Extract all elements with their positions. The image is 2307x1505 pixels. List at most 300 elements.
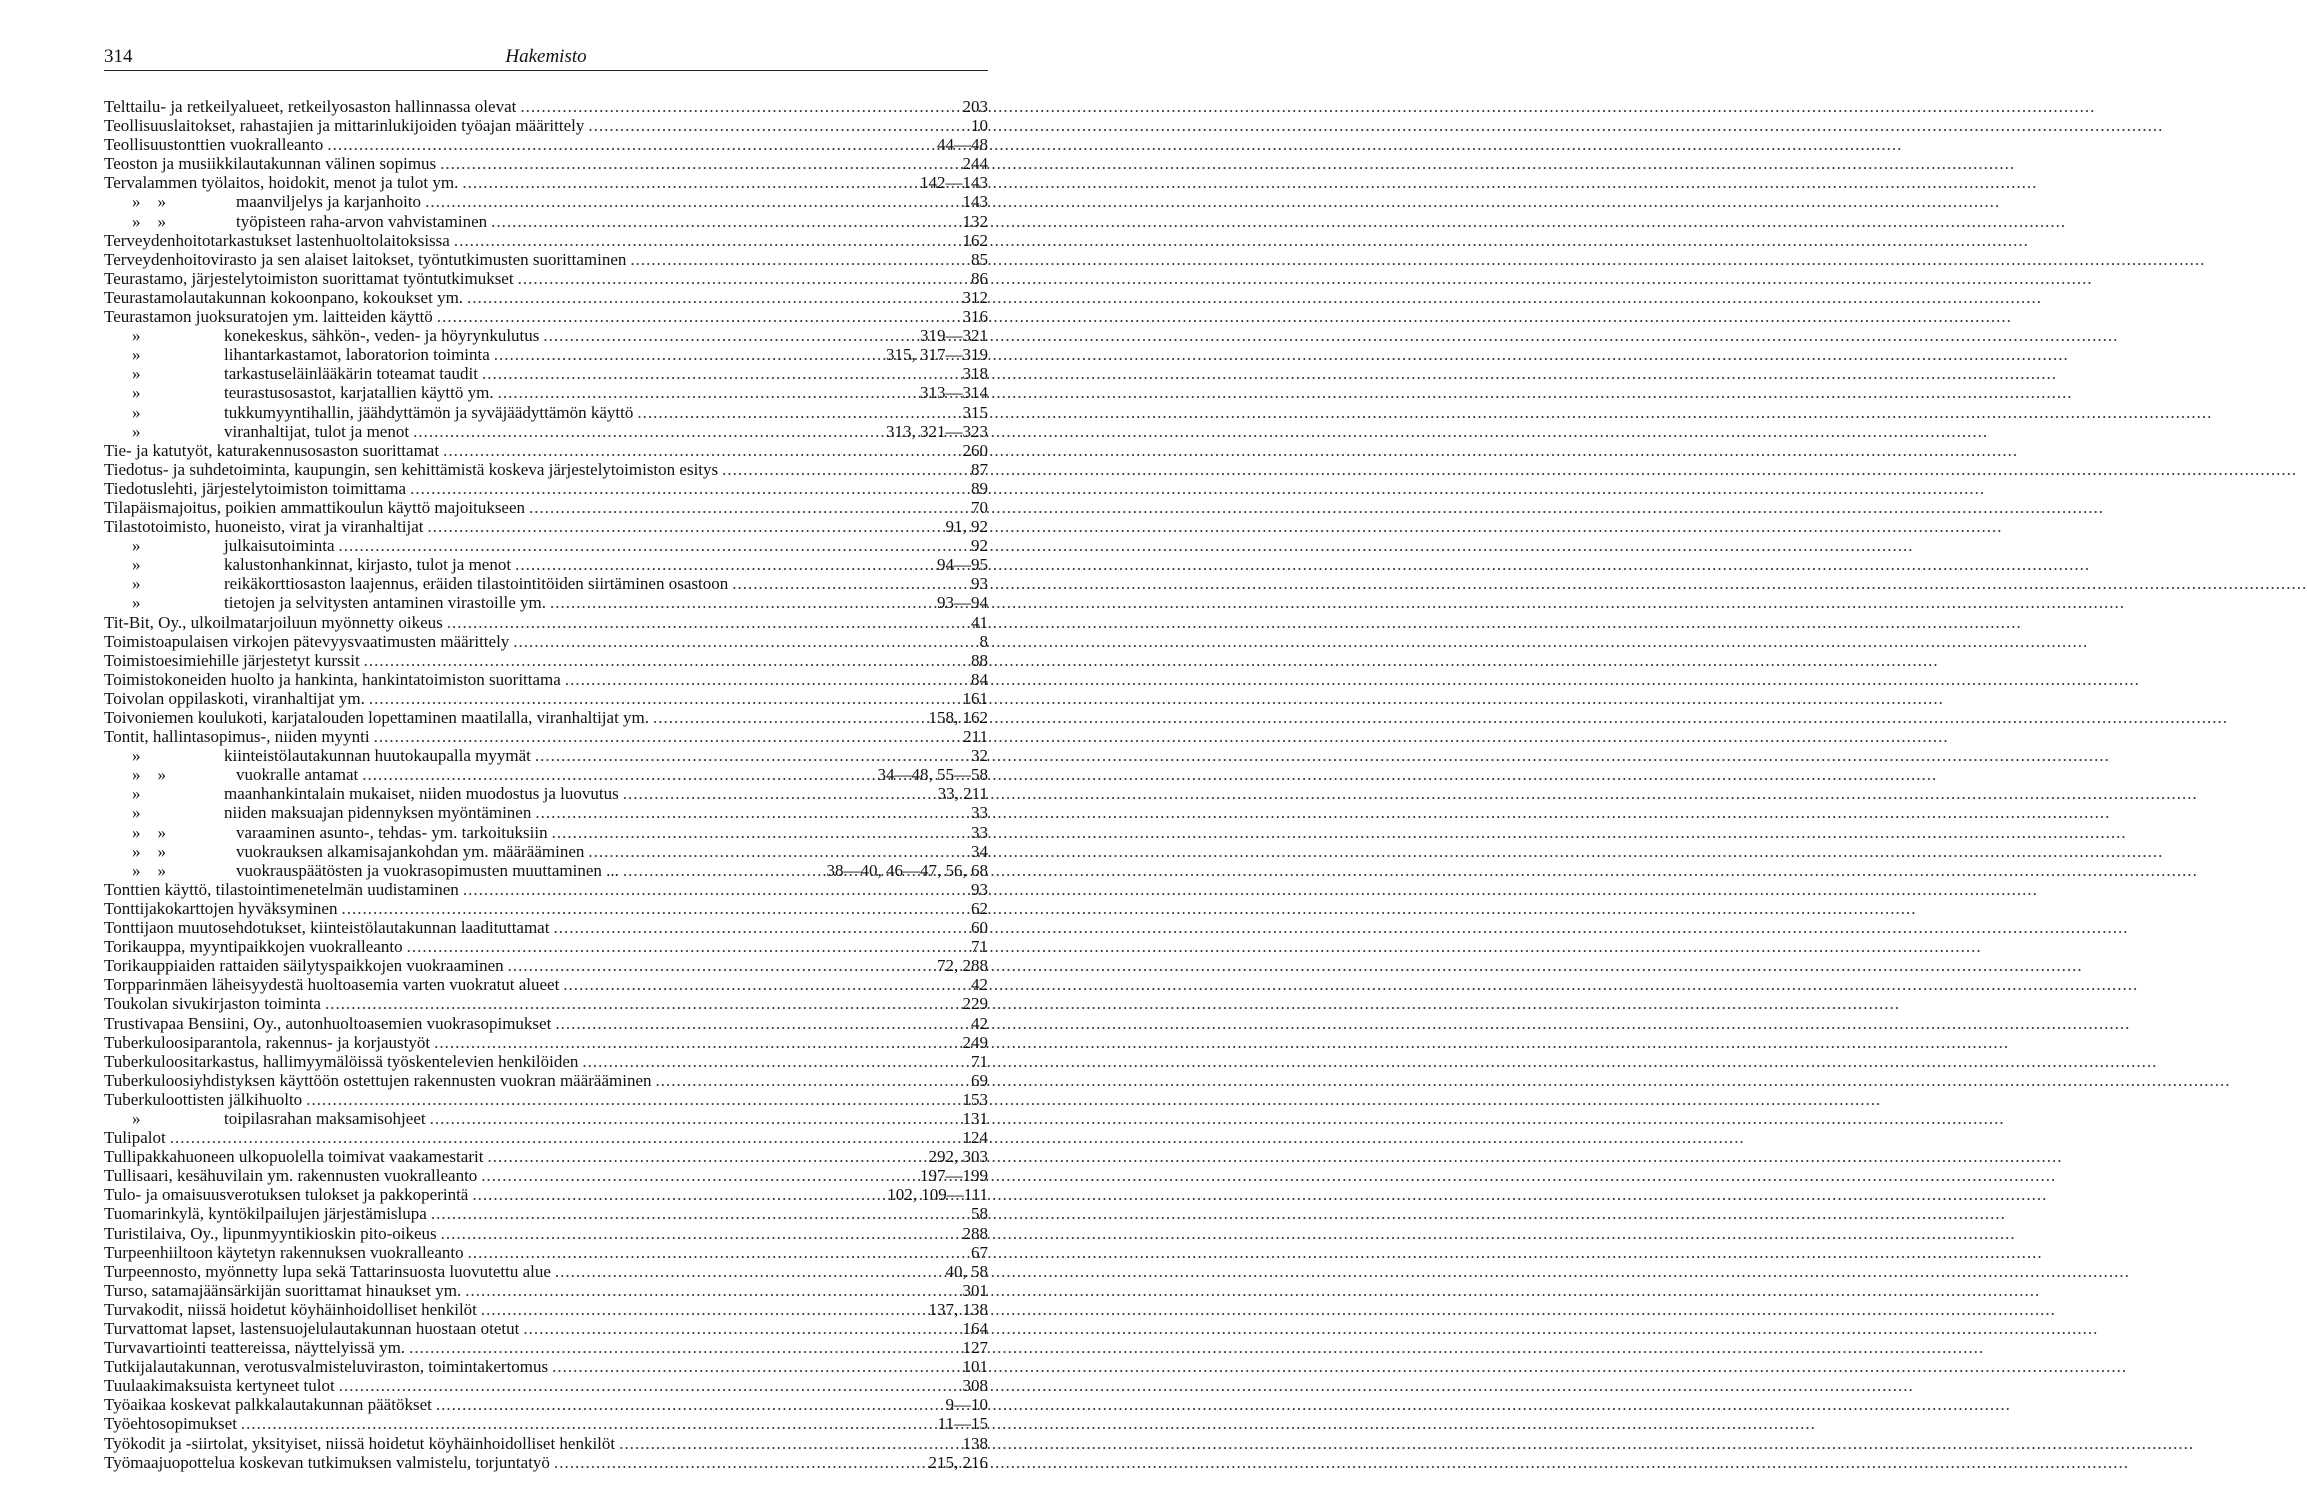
index-entry [104, 250, 988, 269]
entry-pages: 158, 162 [928, 708, 988, 727]
ditto-mark: » [132, 574, 141, 594]
dot-leader [440, 154, 958, 173]
index-entry [104, 994, 988, 1013]
ditto-mark: » [132, 536, 141, 556]
entry-pages: 72, 288 [937, 956, 988, 976]
dot-leader [588, 116, 967, 135]
index-entry [104, 1357, 988, 1376]
index-entry [104, 1033, 988, 1052]
entry-pages: 8 [979, 631, 988, 651]
index-entry [104, 1319, 988, 1338]
dot-leader [364, 651, 967, 670]
entry-pages: 260 [962, 440, 988, 460]
entry-pages: 315, 317—319 [886, 345, 988, 365]
dot-leader [407, 937, 967, 956]
entry-pages: 33 [971, 803, 988, 823]
index-entry [104, 593, 988, 612]
entry-term: Tulipalot [104, 1128, 166, 1148]
entry-pages: 33 [971, 822, 988, 842]
index-entry [104, 975, 988, 994]
entry-term: teurastusosastot, karjatallien käyttö ym. [224, 383, 494, 403]
entry-pages: 288 [962, 1223, 988, 1243]
dot-leader [241, 1414, 934, 1433]
dot-leader [374, 727, 960, 746]
entry-term: reikäkorttiosaston laajennus, eräiden tilastointitöiden siirtäminen osastoon [224, 574, 729, 594]
entry-term: työpisteen raha-arvon vahvistaminen [236, 211, 488, 231]
index-entry [104, 1090, 988, 1109]
entry-term: Tutkijalautakunnan, verotusvalmisteluviraston, toimintakertomus [104, 1357, 549, 1377]
entry-pages: 132 [962, 211, 988, 231]
page-number: 314 [104, 46, 133, 67]
dot-leader [619, 1434, 958, 1453]
ditto-mark: » [132, 746, 141, 766]
index-entry [104, 517, 988, 536]
entry-pages: 70 [971, 497, 988, 517]
entry-term: tukkumyyntihallin, jäähdyttämön ja syväjäädyttämön käyttö [224, 402, 634, 422]
entry-pages: 229 [962, 994, 988, 1014]
entry-term: Toukolan sivukirjaston toiminta [104, 994, 321, 1014]
dot-leader [523, 1319, 958, 1338]
entry-pages: 142—143 [920, 173, 988, 193]
index-entry [104, 765, 988, 784]
index-entry [104, 498, 988, 517]
entry-term: Tonttijaon muutosehdotukset, kiinteistölautakunnan laadituttamat [104, 918, 550, 938]
entry-pages: 33, 211 [937, 784, 988, 804]
entry-term: toipilasrahan maksamisohjeet [224, 1108, 426, 1128]
entry-term: Teurastamo, järjestelytoimiston suorittamat työntutkimukset [104, 268, 514, 288]
dot-leader [434, 1033, 958, 1052]
entry-term: Tuberkuloositarkastus, hallimyymälöissä työskentelevien henkilöiden [104, 1051, 579, 1071]
dot-leader [413, 422, 882, 441]
dot-leader [554, 1453, 925, 1472]
index-entries [104, 97, 988, 1472]
dot-leader [441, 1224, 959, 1243]
dot-leader [170, 1128, 959, 1147]
index-entry [104, 632, 988, 651]
entry-term: Tullipakkahuoneen ulkopuolella toimivat vaakamestarit [104, 1147, 484, 1167]
entry-term: Terveydenhoitotarkastukset lastenhuoltolaitoksissa [104, 230, 450, 250]
dot-leader [553, 918, 967, 937]
header-rule [104, 70, 988, 71]
index-entry [104, 383, 988, 402]
dot-leader [555, 1262, 942, 1281]
index-entry [104, 613, 988, 632]
dot-leader [518, 269, 967, 288]
entry-pages: 42 [971, 1013, 988, 1033]
entry-term: Torikauppiaiden rattaiden säilytyspaikkojen vuokraaminen [104, 956, 504, 976]
ditto-mark: » [132, 803, 141, 823]
dot-leader [732, 574, 967, 593]
index-entry [104, 479, 988, 498]
entry-pages: 58 [971, 1204, 988, 1224]
entry-pages: 93—94 [937, 593, 988, 613]
dot-leader [513, 632, 975, 651]
dot-leader [552, 1357, 958, 1376]
entry-term: Toimistoesimiehille järjestetyt kurssit [104, 650, 360, 670]
index-entry [104, 154, 988, 173]
entry-pages: 127 [962, 1338, 988, 1358]
entry-pages: 203 [962, 97, 988, 116]
index-entry [104, 536, 988, 555]
entry-pages: 94—95 [937, 555, 988, 575]
dot-leader [467, 288, 958, 307]
entry-pages: 85 [971, 249, 988, 269]
index-entry [104, 1109, 988, 1128]
dot-leader [428, 517, 942, 536]
entry-pages: 34—48, 55—58 [877, 765, 988, 785]
entry-term: Teollisuustonttien vuokralleanto [104, 135, 324, 155]
entry-term: maanviljelys ja karjanhoito [236, 192, 422, 212]
dot-leader [437, 307, 959, 326]
dot-leader [362, 765, 873, 784]
entry-term: Telttailu- ja retkeilyalueet, retkeilyosaston hallinnassa olevat [104, 97, 517, 116]
entry-pages: 143 [962, 192, 988, 212]
ditto-mark: » » [132, 841, 166, 861]
index-entry [104, 1243, 988, 1262]
entry-term: Tiedotus- ja suhdetoiminta, kaupungin, sen kehittämistä koskeva järjestelytoimiston esitys [104, 459, 719, 479]
index-entry [104, 116, 988, 135]
index-entry [104, 880, 988, 899]
index-entry [104, 97, 988, 116]
entry-term: Turvattomat lapset, lastensuojelulautakunnan huostaan otetut [104, 1319, 520, 1338]
index-entry [104, 1052, 988, 1071]
ditto-mark: » [132, 402, 141, 422]
entry-term: Tuberkuloosiparantola, rakennus- ja korjaustyöt [104, 1032, 431, 1052]
index-entry [104, 727, 988, 746]
ditto-mark: » [132, 364, 141, 384]
dot-leader [588, 842, 967, 861]
index-entry [104, 231, 988, 250]
dot-leader [498, 383, 916, 402]
dot-leader [481, 1300, 925, 1319]
index-entry [104, 956, 988, 975]
entry-term: Torpparinmäen läheisyydestä huoltoasemia varten vuokratut alueet [104, 975, 560, 995]
dot-leader [410, 479, 967, 498]
entry-term: Teurastamolautakunnan kokoonpano, kokoukset ym. [104, 287, 464, 307]
dot-leader [369, 689, 959, 708]
entry-term: Työaikaa koskevat palkkalautakunnan päätökset [104, 1395, 432, 1415]
dot-leader [535, 803, 967, 822]
entry-term: Tilastotoimisto, huoneisto, virat ja viranhaltijat [104, 517, 424, 537]
entry-pages: 88 [971, 650, 988, 670]
index-entry [104, 1204, 988, 1223]
dot-leader [637, 403, 958, 422]
entry-pages: 71 [971, 937, 988, 957]
dot-leader [481, 1166, 916, 1185]
entry-term: Trustivapaa Bensiini, Oy., autonhuoltoasemien vuokrasopimukset [104, 1013, 552, 1033]
entry-term: Tie- ja katutyöt, katurakennusosaston suorittamat [104, 440, 440, 460]
index-entry [104, 1300, 988, 1319]
entry-term: Tontit, hallintasopimus-, niiden myynti [104, 727, 370, 747]
entry-term: Torikauppa, myyntipaikkojen vuokralleanto [104, 937, 403, 957]
entry-pages: 313—314 [920, 383, 988, 403]
index-entry [104, 422, 988, 441]
index-entry [104, 574, 988, 593]
dot-leader [463, 880, 967, 899]
entry-term: Tuberkuloosiyhdistyksen käyttöön ostettujen rakennusten vuokran määrääminen [104, 1070, 652, 1090]
ditto-mark: » [132, 593, 141, 613]
entry-pages: 312 [962, 287, 988, 307]
dot-leader [325, 994, 959, 1013]
entry-term: Teollisuuslaitokset, rahastajien ja mittarinlukijoiden työajan määrittely [104, 116, 585, 136]
index-entry [104, 326, 988, 345]
entry-pages: 301 [962, 1280, 988, 1300]
dot-leader [482, 364, 959, 383]
dot-leader [555, 1014, 967, 1033]
index-entry [104, 403, 988, 422]
entry-term: Turvakodit, niissä hoidetut köyhäinhoidolliset henkilöt [104, 1299, 477, 1319]
index-entry [104, 708, 988, 727]
dot-leader [468, 1243, 967, 1262]
dot-leader [454, 231, 959, 250]
entry-pages: 62 [971, 898, 988, 918]
ditto-mark: » [132, 1108, 141, 1128]
index-entry [104, 1376, 988, 1395]
index-entry [104, 1014, 988, 1033]
entry-term: tarkastuseläinlääkärin toteamat taudit [224, 364, 478, 384]
entry-term: Turistilaiva, Oy., lipunmyyntikioskin pito-oikeus [104, 1223, 437, 1243]
dot-leader [630, 250, 967, 269]
index-entry [104, 1281, 988, 1300]
index-entry [104, 307, 988, 326]
dot-leader [623, 861, 823, 880]
entry-pages: 211 [963, 727, 988, 747]
dot-leader [653, 708, 924, 727]
dot-leader [425, 192, 958, 211]
index-entry [104, 1338, 988, 1357]
index-entry [104, 1434, 988, 1453]
dot-leader [306, 1090, 958, 1109]
dot-leader [443, 441, 958, 460]
index-entry [104, 135, 988, 154]
ditto-mark: » [132, 555, 141, 575]
entry-pages: 34 [971, 841, 988, 861]
entry-pages: 93 [971, 879, 988, 899]
entry-term: Tiedotuslehti, järjestelytoimiston toimittama [104, 478, 407, 498]
entry-pages: 42 [971, 975, 988, 995]
entry-pages: 101 [962, 1357, 988, 1377]
index-entry [104, 460, 988, 479]
entry-pages: 308 [962, 1376, 988, 1396]
entry-term: Turvavartiointi teattereissa, näyttelyissä ym. [104, 1338, 406, 1358]
index-entry [104, 689, 988, 708]
dot-leader [491, 212, 958, 231]
ditto-mark: » » [132, 765, 166, 785]
entry-term: Tilapäismajoitus, poikien ammattikoulun käyttö majoitukseen [104, 497, 526, 517]
entry-term: Terveydenhoitovirasto ja sen alaiset laitokset, työntutkimusten suorittaminen [104, 249, 627, 269]
dot-leader [520, 97, 958, 116]
entry-term: maanhankintalain mukaiset, niiden muodostus ja luovutus [224, 784, 619, 804]
entry-term: lihantarkastamot, laboratorion toiminta [224, 345, 490, 365]
entry-term: Turso, satamajäänsärkijän suorittamat hinaukset ym. [104, 1280, 462, 1300]
index-entry [104, 918, 988, 937]
index-entry [104, 269, 988, 288]
entry-term: Työkodit ja -siirtolat, yksityiset, niissä hoidetut köyhäinhoidolliset henkilöt [104, 1433, 616, 1453]
index-entry [104, 1071, 988, 1090]
entry-term: Toivolan oppilaskoti, viranhaltijat ym. [104, 688, 365, 708]
dot-leader [339, 536, 968, 555]
entry-term: tietojen ja selvitysten antaminen virastoille ym. [224, 593, 546, 613]
index-entry [104, 1166, 988, 1185]
dot-leader [529, 498, 967, 517]
index-entry [104, 651, 988, 670]
entry-pages: 313, 321—323 [886, 421, 988, 441]
entry-term: viranhaltijat, tulot ja menot [224, 421, 410, 441]
entry-pages: 60 [971, 918, 988, 938]
ditto-mark: » [132, 421, 141, 441]
ditto-mark: » [132, 784, 141, 804]
entry-term: Tonttien käyttö, tilastointimenetelmän uudistaminen [104, 879, 459, 899]
entry-pages: 197—199 [920, 1166, 988, 1186]
entry-term: varaaminen asunto-, tehdas- ym. tarkoituksiin [236, 822, 548, 842]
index-entry [104, 555, 988, 574]
ditto-mark: » [132, 326, 141, 346]
entry-pages: 86 [971, 268, 988, 288]
index-entry [104, 861, 988, 880]
ditto-mark: » » [132, 860, 166, 880]
index-entry [104, 746, 988, 765]
entry-pages: 91, 92 [945, 517, 988, 537]
index-entry [104, 784, 988, 803]
dot-leader [535, 746, 967, 765]
dot-leader [487, 1147, 924, 1166]
index-entry [104, 192, 988, 211]
dot-leader [552, 823, 967, 842]
dot-leader [656, 1071, 967, 1090]
index-entry [104, 899, 988, 918]
entry-term: julkaisutoiminta [224, 536, 335, 556]
ditto-mark: » » [132, 211, 166, 231]
dot-leader [508, 956, 933, 975]
entry-term: Tervalammen työlaitos, hoidokit, menot ja tulot ym. [104, 173, 459, 193]
dot-leader [722, 460, 967, 479]
entry-pages: 292, 303 [928, 1147, 988, 1167]
dot-leader [447, 613, 967, 632]
dot-leader [341, 899, 967, 918]
entry-term: Turpeenhiiltoon käytetyn rakennuksen vuokralleanto [104, 1242, 464, 1262]
entry-pages: 215, 216 [928, 1452, 988, 1472]
entry-pages: 11—15 [937, 1414, 988, 1434]
entry-pages: 38—40, 46—47, 56, 68 [826, 860, 988, 880]
index-entry [104, 1224, 988, 1243]
dot-leader [465, 1281, 958, 1300]
dot-leader [623, 784, 934, 803]
index-entry [104, 937, 988, 956]
index-entry [104, 803, 988, 822]
entry-term: vuokrauspäätösten ja vuokrasopimusten muuttaminen ... [236, 860, 619, 880]
entry-pages: 124 [962, 1128, 988, 1148]
dot-leader [409, 1338, 958, 1357]
entry-pages: 315 [962, 402, 988, 422]
index-entry [104, 1147, 988, 1166]
dot-leader [543, 326, 916, 345]
entry-term: Teoston ja musiikkilautakunnan välinen sopimus [104, 154, 437, 174]
entry-pages: 93 [971, 574, 988, 594]
dot-leader [462, 173, 916, 192]
index-entry [104, 842, 988, 861]
entry-pages: 9—10 [945, 1395, 988, 1415]
dot-leader [494, 345, 882, 364]
index-entry [104, 1414, 988, 1433]
entry-pages: 92 [971, 536, 988, 556]
entry-term: Toimistoapulaisen virkojen pätevyysvaatimusten määrittely [104, 631, 510, 651]
entry-term: Toivoniemen koulukoti, karjatalouden lopettaminen maatilalla, viranhaltijat ym. [104, 708, 650, 727]
entry-pages: 87 [971, 459, 988, 479]
index-entry [104, 670, 988, 689]
entry-pages: 318 [962, 364, 988, 384]
entry-pages: 32 [971, 746, 988, 766]
entry-pages: 137, 138 [928, 1299, 988, 1319]
entry-pages: 44—48 [937, 135, 988, 155]
entry-pages: 138 [962, 1433, 988, 1453]
entry-term: Toimistokoneiden huolto ja hankinta, hankintatoimiston suorittama [104, 669, 561, 689]
entry-pages: 161 [962, 688, 988, 708]
ditto-mark: » » [132, 192, 166, 212]
dot-leader [515, 555, 933, 574]
entry-term: vuokrauksen alkamisajankohdan ym. määrääminen [236, 841, 585, 861]
index-entry [104, 345, 988, 364]
entry-pages: 71 [971, 1051, 988, 1071]
dot-leader [431, 1204, 967, 1223]
entry-term: Tuberkuloottisten jälkihuolto [104, 1089, 303, 1109]
dot-leader [582, 1052, 967, 1071]
dot-leader [472, 1185, 883, 1204]
entry-term: Tulo- ja omaisuusverotuksen tulokset ja pakkoperintä [104, 1185, 469, 1205]
index-entry [104, 1128, 988, 1147]
index-entry [104, 288, 988, 307]
dot-leader [430, 1109, 959, 1128]
entry-pages: 244 [962, 154, 988, 174]
entry-pages: 131 [962, 1108, 988, 1128]
entry-term: Työmaajuopottelua koskevan tutkimuksen valmistelu, torjuntatyö [104, 1452, 550, 1472]
entry-pages: 69 [971, 1070, 988, 1090]
dot-leader [550, 593, 933, 612]
entry-term: Tuulaakimaksuista kertyneet tulot [104, 1376, 335, 1396]
ditto-mark: » [132, 383, 141, 403]
entry-term: Tullisaari, kesähuvilain ym. rakennusten vuokralleanto [104, 1166, 478, 1186]
ditto-mark: » » [132, 822, 166, 842]
entry-term: kiinteistölautakunnan huutokaupalla myymät [224, 746, 531, 766]
index-entry [104, 173, 988, 192]
index-entry [104, 441, 988, 460]
index-entry [104, 1262, 988, 1281]
dot-leader [327, 135, 933, 154]
dot-leader [339, 1376, 959, 1395]
entry-pages: 162 [962, 230, 988, 250]
entry-term: Teurastamon juoksuratojen ym. laitteiden käyttö [104, 307, 433, 327]
entry-pages: 89 [971, 478, 988, 498]
entry-pages: 10 [971, 116, 988, 136]
dot-leader [436, 1395, 942, 1414]
index-entry [104, 1395, 988, 1414]
dot-leader [565, 670, 967, 689]
entry-pages: 153 [962, 1089, 988, 1109]
entry-term: Turpeennosto, myönnetty lupa sekä Tattarinsuosta luovutettu alue [104, 1261, 551, 1281]
index-entry [104, 1453, 988, 1472]
entry-pages: 41 [971, 612, 988, 632]
entry-pages: 102, 109—111 [887, 1185, 988, 1205]
running-title: Hakemisto [505, 46, 587, 67]
entry-pages: 67 [971, 1242, 988, 1262]
entry-term: Työehtosopimukset [104, 1414, 237, 1434]
index-entry [104, 1185, 988, 1204]
entry-term: vuokralle antamat [236, 765, 359, 785]
index-entry [104, 823, 988, 842]
entry-term: Tonttijakokarttojen hyväksyminen [104, 898, 338, 918]
entry-pages: 84 [971, 669, 988, 689]
entry-pages: 249 [962, 1032, 988, 1052]
entry-pages: 164 [962, 1319, 988, 1338]
